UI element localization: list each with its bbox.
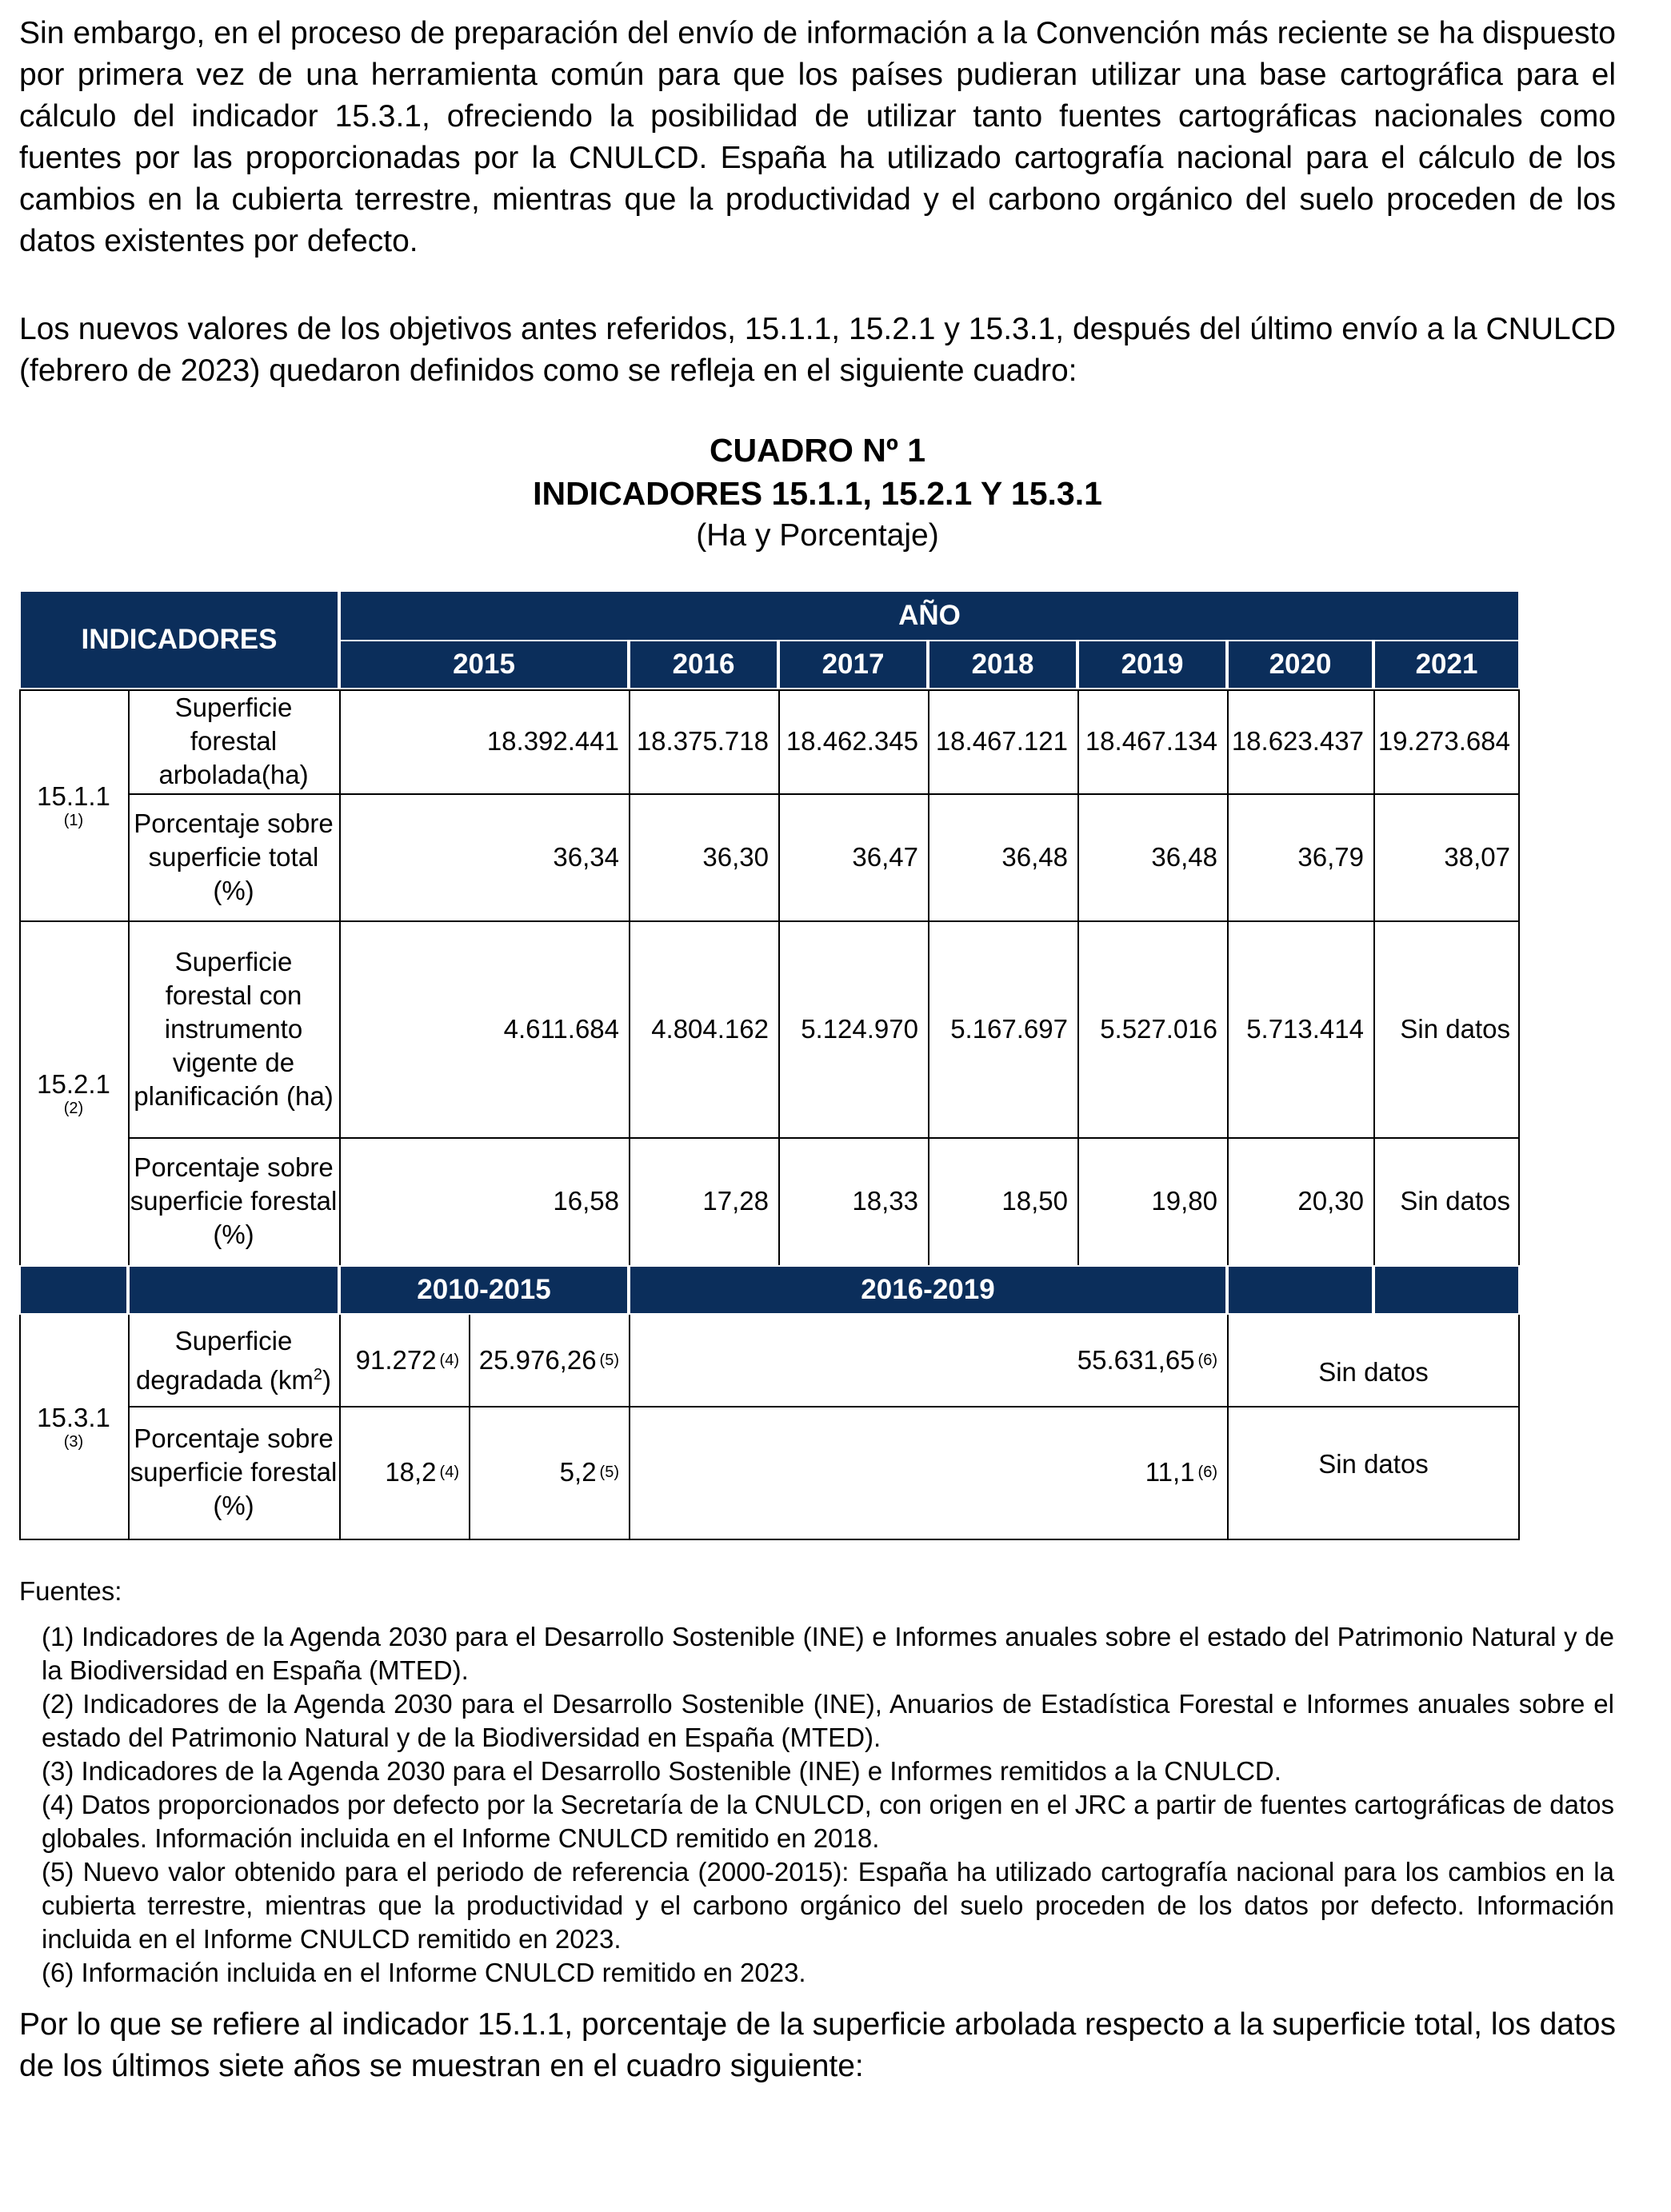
grid-line bbox=[128, 1406, 1520, 1407]
cell-note: (5) bbox=[599, 1351, 619, 1369]
grid-line bbox=[1227, 1315, 1229, 1540]
source-note: (6) Información incluida en el Informe CNULCD remitido en 2023. bbox=[42, 1958, 806, 1987]
source-note: (3) Indicadores de la Agenda 2030 para el Desarrollo Sostenible (INE) e Informes remitidos a la CNULCD. bbox=[42, 1756, 1281, 1786]
table-cell: 19.273.684 bbox=[1377, 726, 1510, 756]
table-cell: 18.467.121 bbox=[935, 726, 1068, 756]
table-cell: Sin datos bbox=[1400, 1014, 1510, 1044]
source-note: (1) Indicadores de la Agenda 2030 para el Desarrollo Sostenible (INE) e Informes anuales sobre el estado del Patrimonio Natural y de la Biodiversidad en España (MTED). bbox=[42, 1622, 1614, 1685]
paragraph-intro: Sin embargo, en el proceso de preparación del envío de información a la Convención más reciente se ha dispuesto por primera vez de una herramienta común para que los países pudieran utilizar una base cartográfica para el cálculo del indicador 15.3.1, ofreciendo la posibilidad de utilizar tanto fuentes cartográficas nacionales como fuentes por las proporcionadas por la CNULCD. España ha utilizado cartografía nacional para el cálculo de los cambios en la cubierta terrestre, mientras que la productividad y el carbono orgánico del suelo proceden de los datos existentes por defecto. bbox=[19, 16, 1616, 258]
source-note: (4) Datos proporcionados por defecto por la Secretaría de la CNULCD, con origen en el JRC a partir de fuentes cartográficas de datos globales. Información incluida en el Informe CNULCD remitido en 2018. bbox=[42, 1790, 1614, 1853]
table-cell bbox=[339, 1315, 469, 1406]
cell-value: 25.976,26 bbox=[478, 1345, 597, 1375]
indicators-table bbox=[19, 590, 1520, 1555]
grid-line bbox=[339, 689, 341, 1265]
table-cell bbox=[629, 1406, 1227, 1539]
cell-note: (4) bbox=[439, 1463, 459, 1481]
period-header-blank bbox=[19, 1265, 128, 1315]
period-header-blank bbox=[128, 1265, 339, 1315]
table-cell bbox=[339, 1406, 469, 1539]
header-anio: AÑO bbox=[339, 590, 1520, 641]
paragraph-closing: Por lo que se refiere al indicador 15.1.1, porcentaje de la superficie arbolada respecto a la superficie total, los datos de los últimos siete años se muestran en el cuadro siguiente: bbox=[19, 2007, 1616, 2083]
grid-line bbox=[19, 689, 1520, 691]
table-cell: 5.124.970 bbox=[801, 1014, 918, 1044]
table-cell: 17,28 bbox=[702, 1186, 769, 1216]
table-cell: Sin datos bbox=[1318, 1449, 1429, 1479]
year-header: 2018 bbox=[928, 640, 1077, 689]
table-cell: 5.713.414 bbox=[1246, 1014, 1364, 1044]
indicator-code: 15.3.1 bbox=[37, 1403, 110, 1432]
period-2010-2015: 2010-2015 bbox=[339, 1265, 629, 1315]
grid-line bbox=[19, 689, 21, 1265]
grid-line bbox=[1518, 689, 1520, 1265]
caption-title: CUADRO Nº 1 bbox=[709, 432, 926, 469]
grid-line bbox=[629, 689, 630, 1265]
table-cell: Sin datos bbox=[1400, 1186, 1510, 1216]
grid-line bbox=[778, 689, 780, 1265]
grid-line bbox=[1227, 689, 1229, 1265]
table-cell: 18.462.345 bbox=[786, 726, 918, 756]
row-label: Porcentaje sobre superficie forestal (%) bbox=[130, 1152, 338, 1249]
table-cell: 18.623.437 bbox=[1231, 726, 1364, 756]
row-label-text: Superficie degradada (km bbox=[135, 1325, 314, 1395]
indicator-15-1-1 bbox=[19, 689, 128, 921]
indicator-note: (1) bbox=[63, 812, 84, 829]
cell-value: 55.631,65 bbox=[1077, 1345, 1195, 1375]
period-header-blank bbox=[1373, 1265, 1520, 1315]
grid-line bbox=[1518, 1315, 1520, 1540]
table-cell: 16,58 bbox=[553, 1186, 619, 1216]
cell-note: (6) bbox=[1197, 1351, 1217, 1369]
year-header: 2020 bbox=[1227, 640, 1373, 689]
grid-line bbox=[128, 1137, 1520, 1139]
table-cell: 5.167.697 bbox=[950, 1014, 1068, 1044]
year-header: 2021 bbox=[1373, 640, 1520, 689]
grid-line bbox=[128, 689, 130, 1265]
grid-line bbox=[629, 1315, 630, 1540]
table-cell: 36,48 bbox=[1151, 842, 1217, 872]
table-cell: 18.375.718 bbox=[636, 726, 769, 756]
table-cell: 4.611.684 bbox=[503, 1014, 619, 1044]
indicator-15-3-1 bbox=[19, 1315, 128, 1539]
row-label: Superficie forestal arbolada(ha) bbox=[158, 693, 309, 789]
table-cell: 36,30 bbox=[702, 842, 769, 872]
source-note: (2) Indicadores de la Agenda 2030 para el Desarrollo Sostenible (INE), Anuarios de Estadística Forestal e Informes anuales sobre el estado del Patrimonio Natural y de la Biodiversidad en España (MTED). bbox=[42, 1689, 1614, 1752]
year-header: 2015 bbox=[339, 640, 629, 689]
grid-line bbox=[339, 1315, 341, 1540]
table-cell: 36,48 bbox=[1001, 842, 1068, 872]
indicator-code: 15.1.1 bbox=[37, 781, 110, 811]
indicator-code: 15.2.1 bbox=[37, 1069, 110, 1099]
table-cell: 18,33 bbox=[852, 1186, 918, 1216]
cell-note: (4) bbox=[439, 1351, 459, 1369]
cell-value: 5,2 bbox=[559, 1457, 597, 1487]
table-cell: 18,50 bbox=[1001, 1186, 1068, 1216]
year-header: 2016 bbox=[629, 640, 778, 689]
cell-value: 91.272 bbox=[355, 1345, 437, 1375]
table-cell: 36,47 bbox=[852, 842, 918, 872]
grid-line bbox=[1373, 689, 1375, 1265]
table-caption bbox=[19, 429, 1616, 557]
grid-line bbox=[19, 1315, 21, 1540]
table-cell: Sin datos bbox=[1318, 1357, 1429, 1387]
caption-units: (Ha y Porcentaje) bbox=[696, 518, 939, 553]
grid-line bbox=[1077, 689, 1079, 1265]
cell-value: 11,1 bbox=[1145, 1457, 1195, 1487]
paragraph-objectives: Los nuevos valores de los objetivos antes referidos, 15.1.1, 15.2.1 y 15.3.1, después del último envío a la CNULCD (febrero de 2023) quedaron definidos como se refleja en el siguiente cuadro: bbox=[19, 312, 1616, 388]
row-label: Porcentaje sobre superficie total (%) bbox=[134, 809, 334, 905]
table-cell: 18.467.134 bbox=[1085, 726, 1217, 756]
superscript: 2 bbox=[313, 1365, 323, 1383]
header-indicadores: INDICADORES bbox=[19, 590, 339, 689]
cell-note: (6) bbox=[1197, 1463, 1217, 1481]
cell-value: 18,2 bbox=[385, 1457, 437, 1487]
table-cell: 36,79 bbox=[1297, 842, 1364, 872]
row-label-degradada bbox=[128, 1315, 339, 1406]
grid-line bbox=[128, 1315, 130, 1540]
table-cell: 18.392.441 bbox=[486, 726, 619, 756]
year-header: 2017 bbox=[778, 640, 928, 689]
table-cell: 20,30 bbox=[1297, 1186, 1364, 1216]
period-2016-2019: 2016-2019 bbox=[629, 1265, 1227, 1315]
period-header-blank bbox=[1227, 1265, 1373, 1315]
table-cell: 19,80 bbox=[1151, 1186, 1217, 1216]
row-label-end: ) bbox=[322, 1364, 332, 1395]
caption-subtitle: INDICADORES 15.1.1, 15.2.1 Y 15.3.1 bbox=[533, 475, 1102, 512]
indicator-note: (3) bbox=[63, 1433, 84, 1451]
table-cell bbox=[469, 1315, 629, 1406]
source-note: (5) Nuevo valor obtenido para el periodo de referencia (2000-2015): España ha utilizado cartografía nacional para los cambios en la cubierta terrestre, mientras que la productividad y el carbono orgánico del suelo proceden de los datos por defecto. Información incluida en el Informe CNULCD remitido en 2023. bbox=[42, 1857, 1614, 1954]
table-cell bbox=[469, 1406, 629, 1539]
table-cell bbox=[629, 1315, 1227, 1406]
grid-line bbox=[19, 1539, 1520, 1540]
indicator-15-2-1 bbox=[19, 921, 128, 1265]
table-cell: 38,07 bbox=[1444, 842, 1510, 872]
row-label: Superficie forestal con instrumento vigente de planificación (ha) bbox=[134, 947, 334, 1111]
grid-line bbox=[469, 1315, 470, 1540]
indicator-note: (2) bbox=[63, 1100, 84, 1117]
table-cell: 36,34 bbox=[553, 842, 619, 872]
sources-list bbox=[42, 1620, 1614, 1990]
cell-note: (5) bbox=[599, 1463, 619, 1481]
table-cell: 5.527.016 bbox=[1100, 1014, 1217, 1044]
row-label: Porcentaje sobre superficie forestal (%) bbox=[130, 1423, 338, 1520]
grid-line bbox=[128, 793, 1520, 795]
year-header: 2019 bbox=[1077, 640, 1227, 689]
table-cell: 4.804.162 bbox=[651, 1014, 769, 1044]
grid-line bbox=[928, 689, 929, 1265]
sources-title: Fuentes: bbox=[19, 1576, 122, 1606]
grid-line bbox=[19, 920, 1520, 922]
